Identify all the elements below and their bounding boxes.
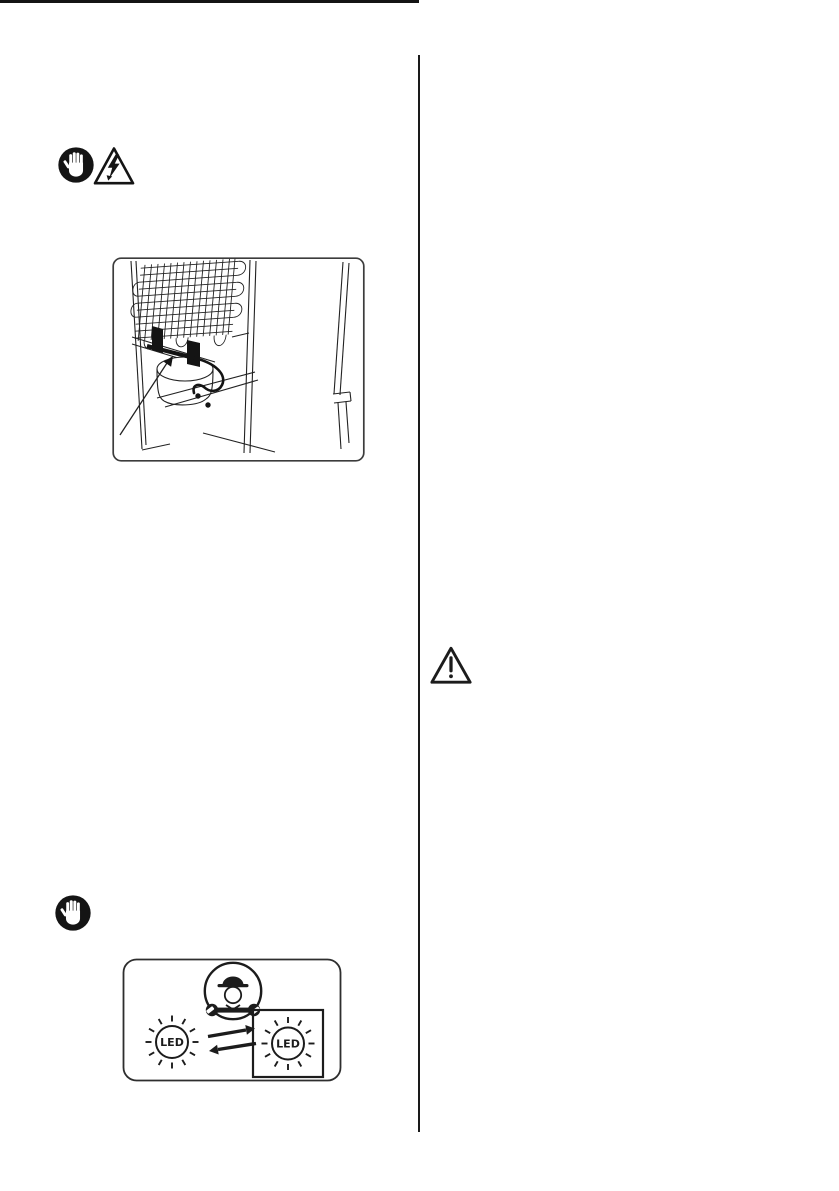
led-service-figure: [122, 958, 342, 1082]
led-label-left: LED: [160, 1036, 184, 1049]
bottom-warning-icon: [54, 894, 92, 932]
scan-edge-artifact: [0, 0, 419, 3]
fridge-rear-figure: [112, 257, 365, 462]
general-warning-triangle-icon: [429, 643, 473, 687]
do-not-touch-hand-icon: [54, 894, 92, 932]
spacer-block-right: [187, 340, 200, 367]
fridge-rear-illustration: [112, 257, 365, 462]
column-divider: [418, 55, 420, 1132]
do-not-touch-hand-icon: [57, 146, 95, 184]
led-label-right: LED: [276, 1037, 300, 1051]
electrical-hazard-triangle-icon: [92, 145, 136, 187]
top-warning-icons: [57, 146, 95, 184]
